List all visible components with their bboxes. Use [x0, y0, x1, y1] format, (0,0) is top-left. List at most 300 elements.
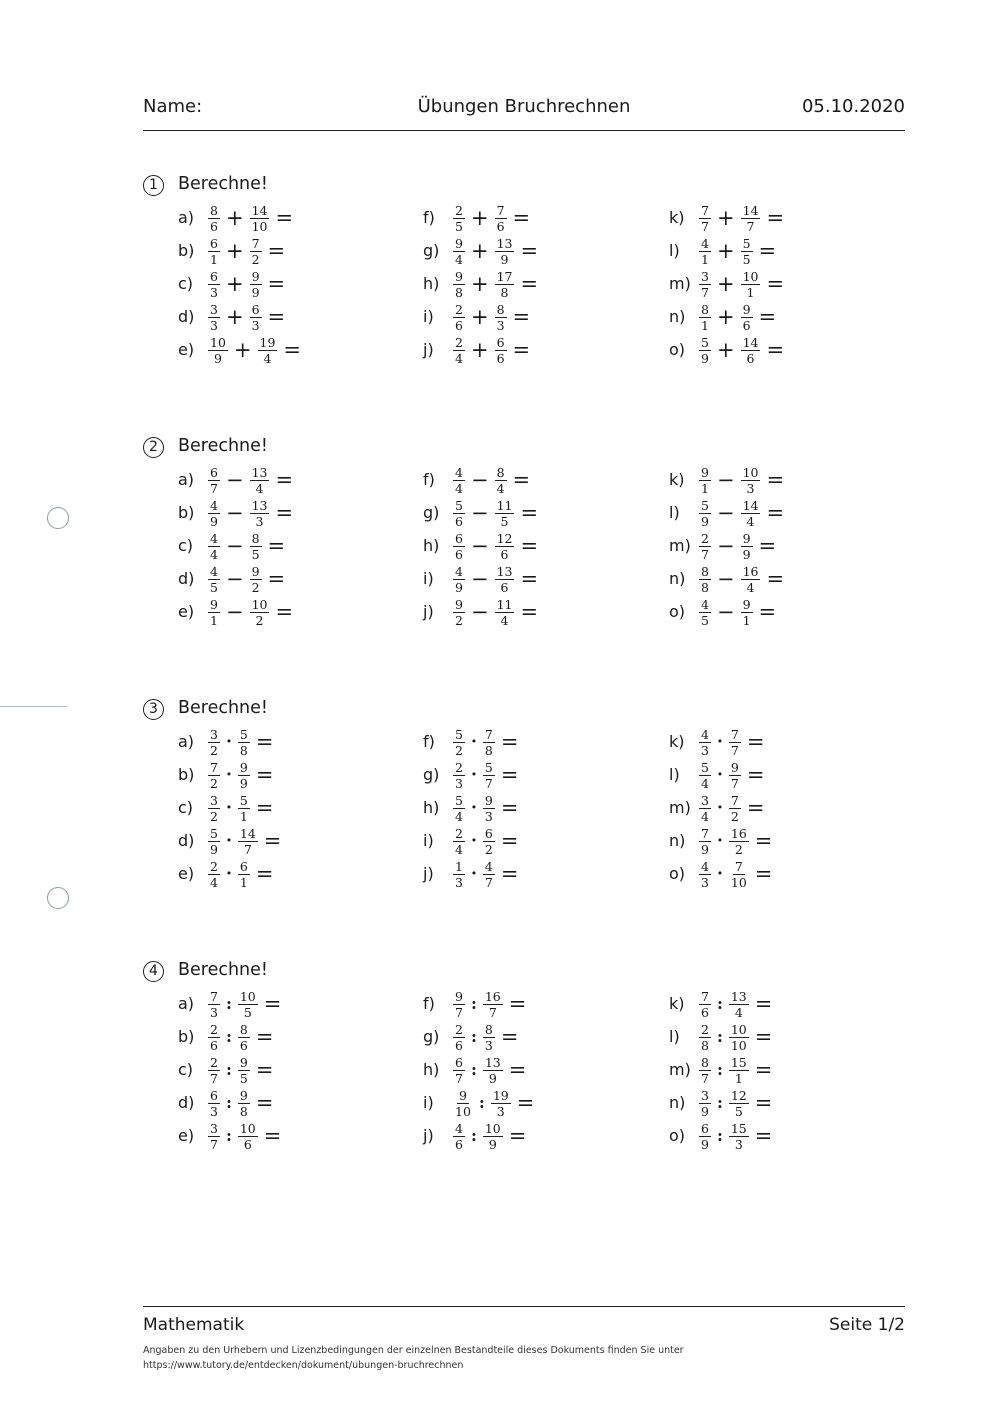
- exercise-label: j): [423, 340, 434, 359]
- numerator: 10: [730, 1021, 747, 1037]
- exercise-item: [423, 301, 643, 333]
- numerator: 9: [701, 464, 709, 480]
- punch-hole-top: [47, 507, 69, 529]
- exercise-label: o): [669, 1126, 686, 1145]
- exercise-item: [178, 726, 398, 758]
- numerator: 15: [730, 1120, 747, 1136]
- numerator: 14: [239, 825, 256, 841]
- operator: ·: [470, 863, 477, 884]
- first-fraction: [453, 1122, 465, 1151]
- numerator: 6: [251, 301, 260, 317]
- denominator: 5: [734, 1103, 743, 1119]
- first-fraction: [208, 204, 220, 233]
- denominator: 3: [701, 742, 709, 758]
- exercise-item: [178, 1087, 398, 1119]
- fraction-expression: [698, 334, 784, 366]
- first-fraction: [453, 1089, 473, 1118]
- exercise-label: e): [178, 602, 195, 621]
- operator: +: [470, 205, 489, 230]
- numerator: 9: [455, 268, 463, 284]
- second-fraction: [250, 532, 262, 561]
- first-fraction: [699, 466, 711, 495]
- equals-sign: =: [754, 861, 773, 886]
- exercise-label: j): [423, 864, 434, 883]
- denominator: 7: [488, 1004, 497, 1020]
- first-fraction: [453, 466, 465, 495]
- exercise-label: i): [423, 1093, 434, 1112]
- denominator: 4: [701, 775, 709, 791]
- operator: ·: [225, 764, 232, 785]
- exercise-label: e): [178, 1126, 195, 1145]
- numerator: 3: [210, 726, 218, 742]
- exercise-item: [178, 1021, 398, 1053]
- denominator: 7: [730, 775, 739, 791]
- denominator: 6: [500, 579, 509, 595]
- exercise-item: [423, 858, 643, 890]
- denominator: 10: [730, 874, 747, 890]
- operator: ·: [470, 731, 477, 752]
- exercise-item: [178, 268, 398, 300]
- equals-sign: =: [520, 500, 539, 525]
- denominator: 4: [255, 480, 264, 496]
- numerator: 2: [455, 825, 463, 841]
- numerator: 7: [210, 759, 218, 775]
- fraction-expression: [698, 202, 784, 234]
- equals-sign: =: [766, 500, 785, 525]
- equals-sign: =: [263, 1123, 282, 1148]
- operator: :: [470, 994, 477, 1013]
- numerator: 11: [496, 497, 513, 513]
- first-fraction: [699, 990, 711, 1019]
- numerator: 14: [742, 202, 759, 218]
- second-fraction: [741, 499, 761, 528]
- operator: +: [225, 238, 244, 263]
- numerator: 2: [455, 202, 463, 218]
- equals-sign: =: [500, 1024, 519, 1049]
- exercise-item: [423, 530, 643, 562]
- numerator: 9: [239, 759, 248, 775]
- fraction-expression: [207, 530, 285, 562]
- exercise-item: [178, 235, 398, 267]
- numerator: 5: [484, 759, 493, 775]
- equals-sign: =: [267, 533, 286, 558]
- second-fraction: [729, 794, 741, 823]
- denominator: 4: [455, 480, 463, 496]
- exercise-item: [669, 464, 889, 496]
- numerator: 8: [496, 301, 505, 317]
- exercise-label: f): [423, 994, 435, 1013]
- numerator: 6: [701, 1120, 709, 1136]
- denominator: 4: [210, 546, 218, 562]
- second-fraction: [250, 204, 270, 233]
- numerator: 5: [239, 726, 248, 742]
- operator: :: [225, 1027, 232, 1046]
- operator: :: [225, 1126, 232, 1145]
- denominator: 2: [251, 579, 260, 595]
- equals-sign: =: [766, 337, 785, 362]
- numerator: 7: [701, 825, 709, 841]
- denominator: 7: [210, 1070, 218, 1086]
- operator: −: [225, 467, 244, 492]
- numerator: 8: [210, 202, 218, 218]
- first-fraction: [699, 565, 711, 594]
- denominator: 6: [500, 546, 509, 562]
- denominator: 3: [484, 808, 493, 824]
- exercise-label: k): [669, 732, 685, 751]
- exercise-label: a): [178, 208, 195, 227]
- denominator: 1: [701, 480, 709, 496]
- denominator: 4: [455, 841, 463, 857]
- second-fraction: [250, 466, 270, 495]
- exercise-label: c): [178, 1060, 194, 1079]
- equals-sign: =: [500, 828, 519, 853]
- second-fraction: [238, 761, 250, 790]
- second-fraction: [250, 237, 262, 266]
- equals-sign: =: [758, 599, 777, 624]
- exercise-label: g): [423, 1027, 440, 1046]
- first-fraction: [453, 794, 465, 823]
- exercise-label: m): [669, 798, 691, 817]
- second-fraction: [741, 532, 753, 561]
- numerator: 12: [730, 1087, 747, 1103]
- second-fraction: [495, 303, 507, 332]
- exercise-item: [178, 497, 398, 529]
- second-fraction: [495, 598, 515, 627]
- license-note: [143, 1343, 905, 1373]
- task-title: Berechne!: [178, 698, 268, 718]
- second-fraction: [238, 990, 258, 1019]
- exercise-item: [423, 792, 643, 824]
- numerator: 8: [496, 464, 505, 480]
- exercise-label: j): [423, 602, 434, 621]
- equals-sign: =: [754, 828, 773, 853]
- numerator: 5: [455, 497, 463, 513]
- denominator: 3: [455, 874, 463, 890]
- equals-sign: =: [766, 566, 785, 591]
- second-fraction: [483, 827, 495, 856]
- numerator: 7: [701, 202, 709, 218]
- numerator: 10: [239, 1120, 256, 1136]
- numerator: 4: [701, 726, 709, 742]
- fraction-expression: [207, 497, 293, 529]
- fraction-expression: [698, 825, 772, 857]
- denominator: 6: [455, 513, 463, 529]
- equals-sign: =: [758, 533, 777, 558]
- equals-sign: =: [766, 467, 785, 492]
- denominator: 2: [455, 612, 463, 628]
- equals-sign: =: [263, 991, 282, 1016]
- numerator: 5: [742, 235, 751, 251]
- denominator: 9: [701, 1136, 709, 1152]
- second-fraction: [741, 565, 761, 594]
- second-fraction: [238, 827, 258, 856]
- fraction-expression: [698, 1021, 772, 1053]
- denominator: 3: [746, 480, 755, 496]
- numerator: 10: [742, 268, 759, 284]
- denominator: 1: [210, 251, 218, 267]
- fraction-expression: [698, 1054, 772, 1086]
- denominator: 3: [210, 1103, 218, 1119]
- operator: +: [716, 337, 735, 362]
- denominator: 5: [455, 218, 463, 234]
- equals-sign: =: [758, 238, 777, 263]
- denominator: 3: [496, 317, 505, 333]
- exercise-label: g): [423, 241, 440, 260]
- fraction-expression: [207, 1120, 281, 1152]
- denominator: 9: [210, 513, 218, 529]
- first-fraction: [208, 565, 220, 594]
- denominator: 1: [734, 1070, 743, 1086]
- second-fraction: [741, 237, 753, 266]
- exercise-item: [423, 1120, 643, 1152]
- numerator: 3: [701, 1087, 709, 1103]
- exercise-item: [178, 530, 398, 562]
- equals-sign: =: [267, 566, 286, 591]
- numerator: 5: [701, 497, 709, 513]
- denominator: 6: [455, 546, 463, 562]
- second-fraction: [729, 827, 749, 856]
- operator: +: [470, 337, 489, 362]
- second-fraction: [495, 336, 507, 365]
- second-fraction: [741, 336, 761, 365]
- operator: ·: [470, 797, 477, 818]
- denominator: 6: [496, 218, 505, 234]
- exercise-label: m): [669, 274, 691, 293]
- numerator: 1: [455, 858, 463, 874]
- fraction-expression: [452, 759, 518, 791]
- fraction-expression: [452, 235, 538, 267]
- first-fraction: [699, 598, 711, 627]
- operator: ·: [716, 731, 723, 752]
- second-fraction: [238, 860, 250, 889]
- numerator: 13: [730, 988, 747, 1004]
- denominator: 8: [239, 742, 248, 758]
- numerator: 4: [701, 235, 709, 251]
- exercise-item: [423, 1021, 643, 1053]
- exercise-label: h): [423, 798, 440, 817]
- task-title: Berechne!: [178, 174, 268, 194]
- second-fraction: [741, 270, 761, 299]
- license-url[interactable]: https://www.tutory.de/entdecken/dokument/ubungen-bruchrechnen: [143, 1360, 464, 1371]
- subject: Mathematik: [143, 1315, 245, 1335]
- denominator: 5: [500, 513, 509, 529]
- fraction-expression: [698, 530, 776, 562]
- numerator: 13: [484, 1054, 501, 1070]
- denominator: 4: [455, 808, 463, 824]
- operator: −: [716, 500, 735, 525]
- exercise-label: m): [669, 1060, 691, 1079]
- numerator: 10: [210, 334, 226, 350]
- exercise-label: k): [669, 208, 685, 227]
- denominator: 4: [263, 350, 272, 366]
- exercise-item: [669, 563, 889, 595]
- numerator: 7: [730, 726, 739, 742]
- second-fraction: [729, 1122, 749, 1151]
- fraction-expression: [452, 1120, 526, 1152]
- equals-sign: =: [267, 238, 286, 263]
- denominator: 5: [701, 612, 709, 628]
- exercise-item: [669, 202, 889, 234]
- operator: −: [470, 599, 489, 624]
- numerator: 11: [496, 596, 513, 612]
- exercise-item: [178, 202, 398, 234]
- numerator: 4: [484, 858, 493, 874]
- fraction-expression: [452, 858, 518, 890]
- task-number-badge: 2: [143, 437, 164, 458]
- operator: +: [716, 271, 735, 296]
- fraction-expression: [698, 1120, 772, 1152]
- denominator: 4: [746, 579, 755, 595]
- equals-sign: =: [508, 1057, 527, 1082]
- exercise-label: l): [669, 765, 680, 784]
- equals-sign: =: [263, 828, 282, 853]
- operator: +: [225, 205, 244, 230]
- first-fraction: [453, 270, 465, 299]
- operator: :: [716, 1027, 723, 1046]
- second-fraction: [741, 466, 761, 495]
- numerator: 4: [701, 858, 709, 874]
- exercise-item: [669, 301, 889, 333]
- equals-sign: =: [512, 304, 531, 329]
- exercise-label: h): [423, 536, 440, 555]
- second-fraction: [238, 1023, 250, 1052]
- first-fraction: [208, 532, 220, 561]
- denominator: 9: [239, 775, 248, 791]
- exercise-item: [178, 596, 398, 628]
- exercise-item: [423, 759, 643, 791]
- denominator: 5: [251, 546, 260, 562]
- equals-sign: =: [267, 304, 286, 329]
- numerator: 6: [455, 1054, 463, 1070]
- numerator: 7: [730, 792, 739, 808]
- fraction-expression: [698, 759, 764, 791]
- denominator: 5: [243, 1004, 252, 1020]
- operator: :: [716, 1126, 723, 1145]
- numerator: 9: [742, 301, 751, 317]
- exercise-item: [669, 268, 889, 300]
- second-fraction: [495, 565, 515, 594]
- numerator: 13: [251, 497, 268, 513]
- numerator: 9: [239, 1054, 248, 1070]
- numerator: 10: [742, 464, 759, 480]
- fraction-expression: [207, 988, 281, 1020]
- denominator: 2: [210, 742, 218, 758]
- denominator: 4: [455, 350, 463, 366]
- denominator: 3: [455, 775, 463, 791]
- denominator: 8: [239, 1103, 248, 1119]
- first-fraction: [699, 761, 711, 790]
- operator: :: [470, 1027, 477, 1046]
- exercise-item: [669, 1054, 889, 1086]
- denominator: 1: [701, 251, 709, 267]
- operator: ·: [716, 764, 723, 785]
- operator: −: [470, 533, 489, 558]
- exercise-item: [178, 301, 398, 333]
- numerator: 5: [701, 759, 709, 775]
- denominator: 1: [239, 874, 248, 890]
- numerator: 3: [210, 1120, 218, 1136]
- second-fraction: [250, 499, 270, 528]
- fraction-expression: [698, 988, 772, 1020]
- exercise-label: k): [669, 470, 685, 489]
- numerator: 5: [455, 726, 463, 742]
- exercise-label: d): [178, 307, 195, 326]
- exercise-item: [423, 825, 643, 857]
- denominator: 3: [484, 1037, 493, 1053]
- fraction-expression: [698, 1087, 772, 1119]
- denominator: 7: [210, 1136, 218, 1152]
- first-fraction: [208, 598, 220, 627]
- second-fraction: [495, 499, 515, 528]
- equals-sign: =: [255, 861, 274, 886]
- exercise-label: h): [423, 274, 440, 293]
- first-fraction: [699, 303, 711, 332]
- numerator: 9: [484, 792, 493, 808]
- task-number-badge: 1: [143, 175, 164, 196]
- denominator: 4: [701, 808, 709, 824]
- operator: :: [470, 1060, 477, 1079]
- operator: :: [716, 994, 723, 1013]
- numerator: 8: [701, 563, 709, 579]
- equals-sign: =: [746, 729, 765, 754]
- first-fraction: [453, 1023, 465, 1052]
- operator: :: [716, 1060, 723, 1079]
- first-fraction: [208, 466, 220, 495]
- numerator: 9: [742, 530, 751, 546]
- first-fraction: [208, 1122, 220, 1151]
- numerator: 7: [251, 235, 260, 251]
- numerator: 12: [496, 530, 513, 546]
- numerator: 2: [455, 301, 463, 317]
- exercise-item: [423, 334, 643, 366]
- exercise-item: [669, 1087, 889, 1119]
- equals-sign: =: [500, 795, 519, 820]
- first-fraction: [699, 728, 711, 757]
- numerator: 14: [742, 334, 759, 350]
- denominator: 9: [488, 1070, 497, 1086]
- first-fraction: [699, 204, 711, 233]
- equals-sign: =: [754, 1057, 773, 1082]
- equals-sign: =: [766, 271, 785, 296]
- fraction-expression: [207, 858, 273, 890]
- equals-sign: =: [520, 238, 539, 263]
- exercise-item: [669, 726, 889, 758]
- denominator: 6: [701, 1004, 709, 1020]
- first-fraction: [453, 990, 465, 1019]
- fraction-expression: [452, 301, 530, 333]
- numerator: 5: [455, 792, 463, 808]
- operator: +: [233, 337, 252, 362]
- first-fraction: [208, 827, 220, 856]
- operator: ·: [470, 830, 477, 851]
- task-number-badge: 4: [143, 961, 164, 982]
- exercise-label: b): [178, 765, 195, 784]
- second-fraction: [741, 204, 761, 233]
- name-label: Name:: [143, 96, 203, 117]
- exercise-label: i): [423, 569, 434, 588]
- first-fraction: [453, 761, 465, 790]
- operator: −: [225, 500, 244, 525]
- fraction-expression: [698, 726, 764, 758]
- numerator: 8: [239, 1021, 248, 1037]
- second-fraction: [238, 1122, 258, 1151]
- second-fraction: [729, 1089, 749, 1118]
- denominator: 10: [730, 1037, 747, 1053]
- exercise-item: [178, 792, 398, 824]
- license-text: Angaben zu den Urhebern und Lizenzbedingungen der einzelnen Bestandteile dieses Dokuments finden Sie unter: [143, 1345, 684, 1356]
- first-fraction: [699, 860, 711, 889]
- numerator: 2: [455, 759, 463, 775]
